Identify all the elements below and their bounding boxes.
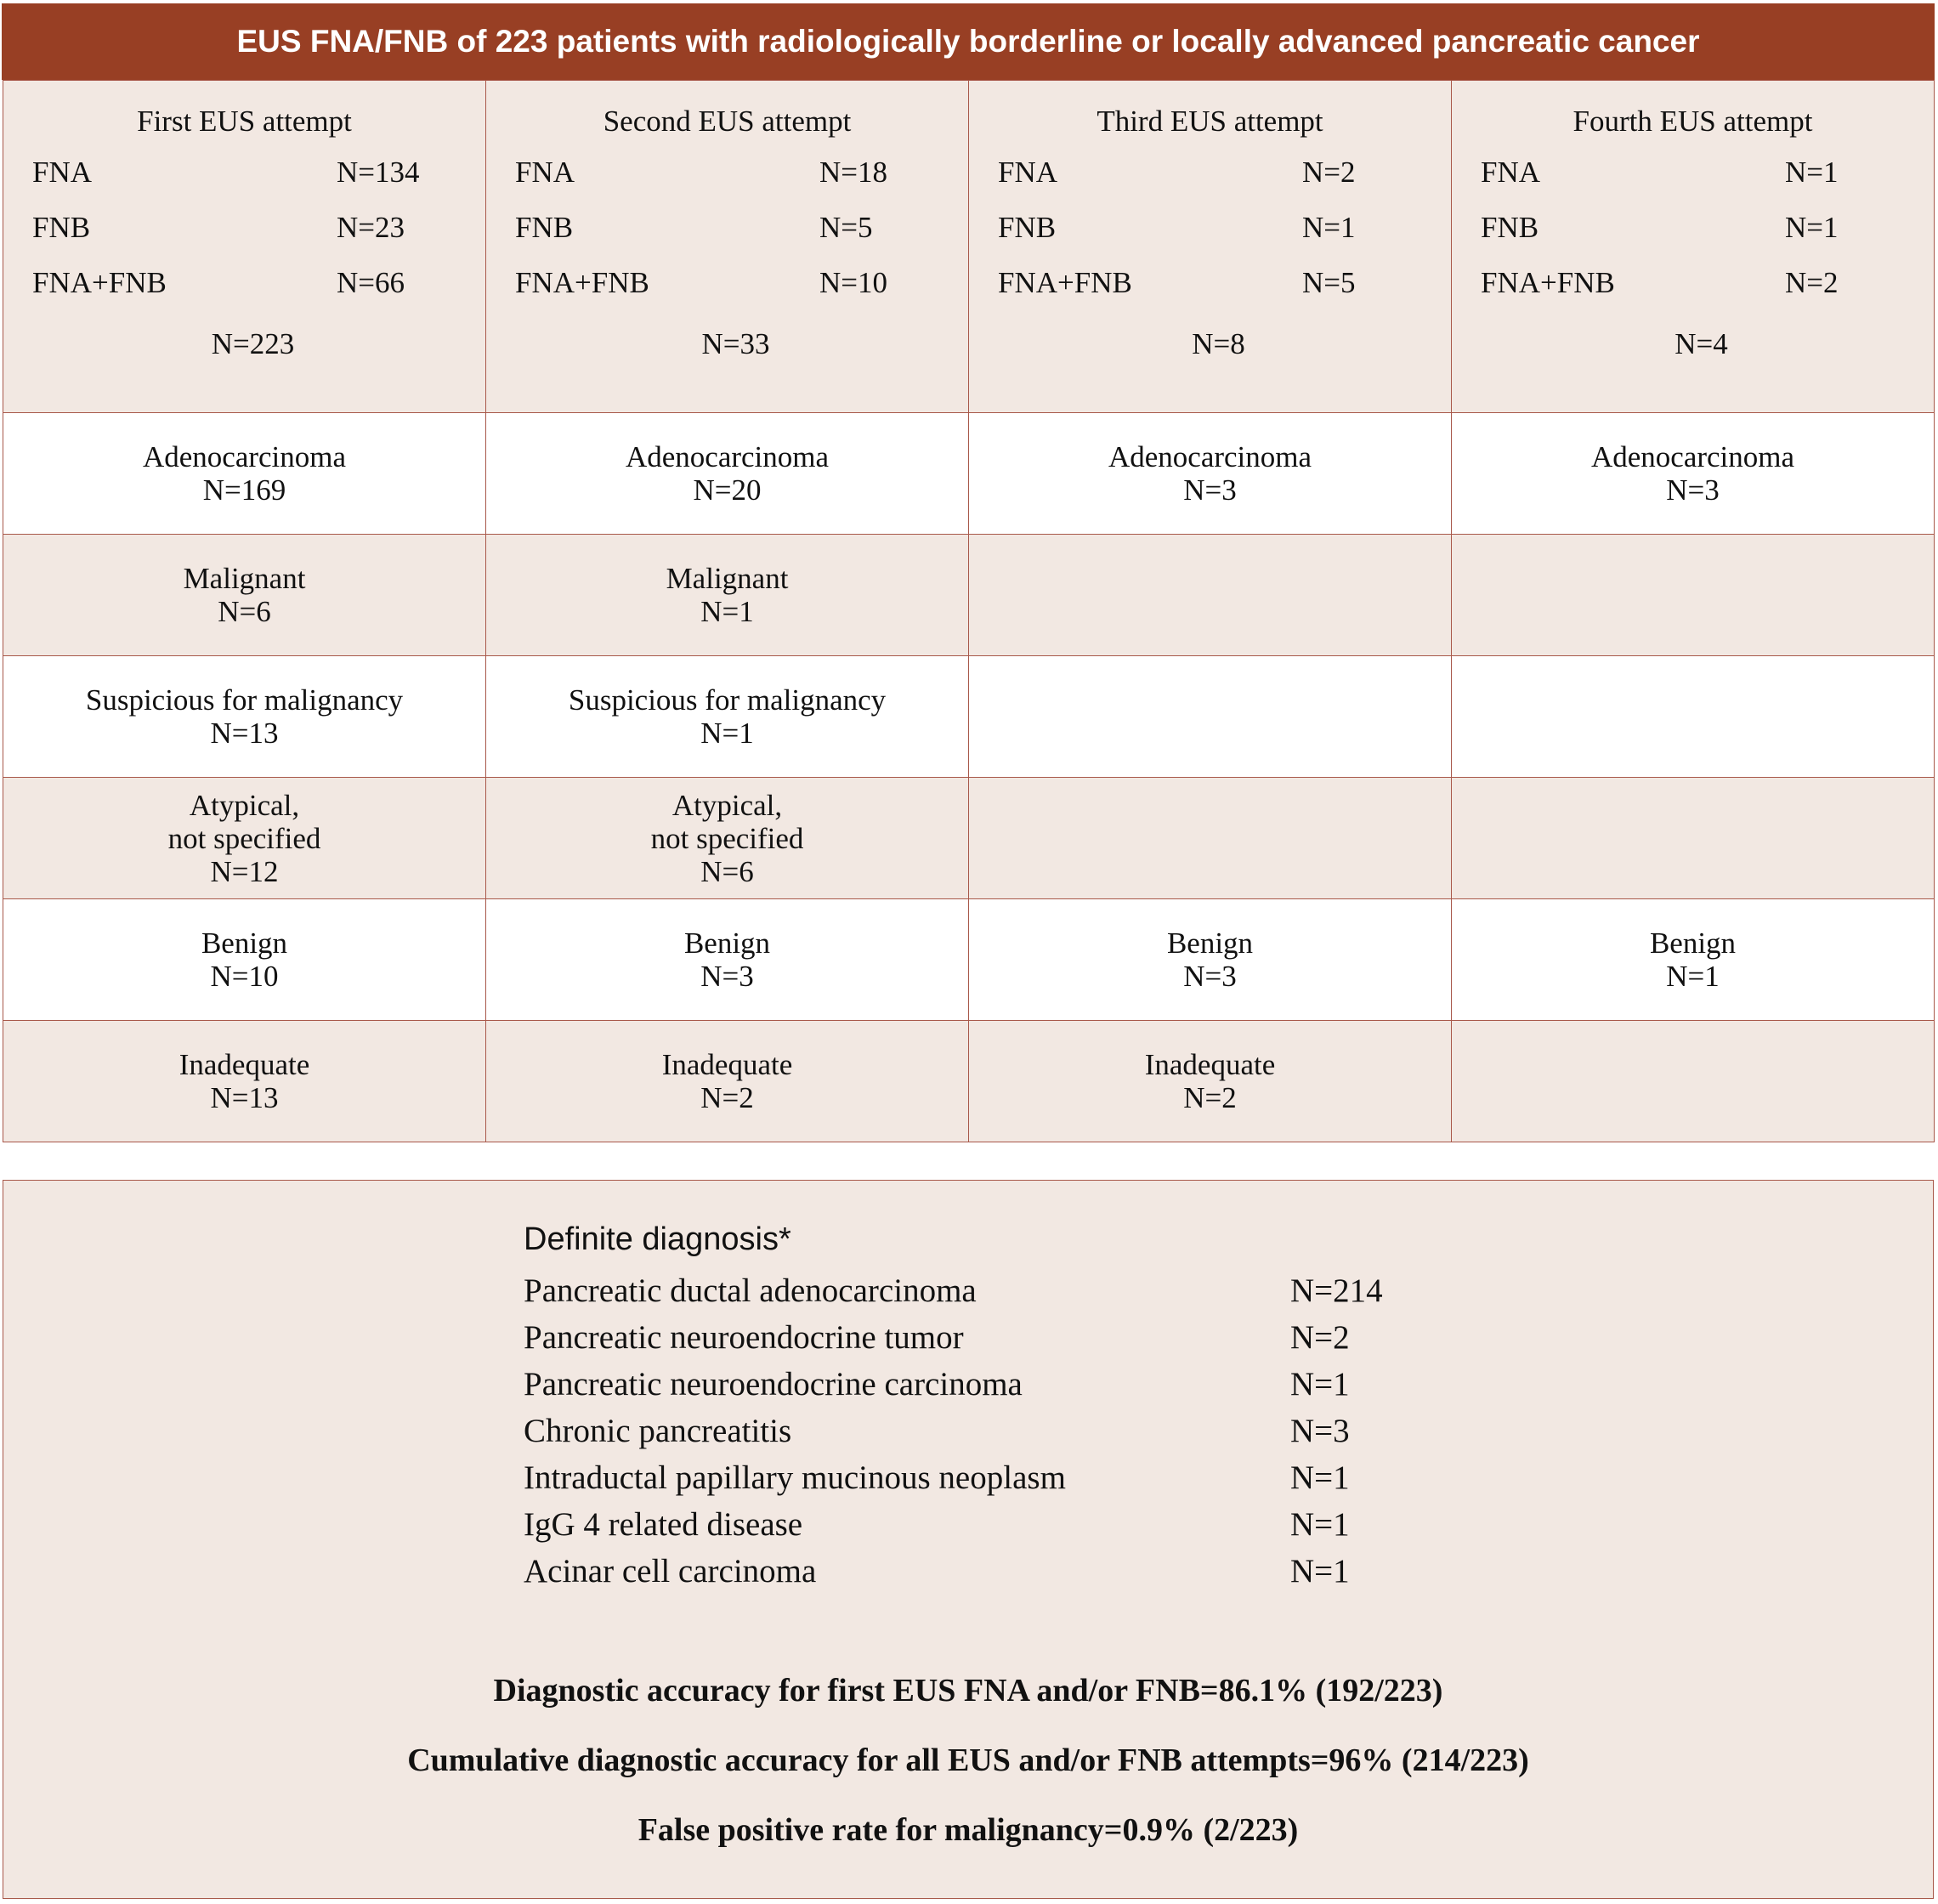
method-count: N=10: [819, 266, 888, 299]
empty-cell: [969, 534, 1452, 655]
method-label: FNB: [998, 211, 1057, 244]
empty-cell: [1452, 777, 1935, 898]
inadequate-cell: [969, 1020, 1452, 1142]
result-label: Adenocarcinoma: [625, 440, 830, 473]
atypical-cell: [3, 777, 486, 898]
method-row: [1452, 144, 1934, 200]
result-label: Benign: [201, 926, 288, 960]
method-label: FNA+FNB: [515, 266, 649, 299]
attempt-name: Third EUS attempt: [1096, 105, 1323, 138]
result-count: N=3: [1666, 473, 1720, 507]
suspicious-cell: [3, 655, 486, 777]
method-label: FNA: [515, 156, 575, 189]
method-count: N=1: [1785, 156, 1839, 189]
method-count: N=1: [1785, 211, 1839, 244]
adenocarcinoma-cell: [3, 412, 486, 534]
method-label: FNA+FNB: [998, 266, 1132, 299]
list-item: [524, 1314, 1383, 1361]
attempt-total: N=8: [1192, 327, 1245, 360]
result-count: N=3: [1183, 960, 1237, 993]
result-label: Malignant: [183, 562, 306, 595]
method-row: [969, 255, 1451, 310]
definite-diagnosis-list: [524, 1267, 1383, 1595]
attempt-total: N=4: [1674, 327, 1728, 360]
benign-cell: [486, 898, 969, 1020]
method-count: N=23: [337, 211, 405, 244]
attempt-3-header: [969, 80, 1452, 412]
false-positive-rate: False positive rate for malignancy=0.9% (2/223): [638, 1812, 1299, 1848]
result-label: Inadequate: [661, 1048, 793, 1081]
result-label: Suspicious for malignancy: [568, 683, 887, 717]
method-row: [1452, 255, 1934, 310]
method-label: FNA+FNB: [32, 266, 167, 299]
result-label: Adenocarcinoma: [1590, 440, 1795, 473]
attempt-4-header: [1452, 80, 1935, 412]
method-label: FNB: [32, 211, 91, 244]
diagnosis-label: Pancreatic ductal adenocarcinoma: [524, 1272, 977, 1309]
method-label: FNA: [1481, 156, 1541, 189]
diagnosis-label: Acinar cell carcinoma: [524, 1553, 817, 1590]
result-count: N=1: [1666, 960, 1720, 993]
method-row: [3, 200, 485, 255]
diagnosis-count: N=1: [1290, 1506, 1350, 1543]
method-row: [3, 144, 485, 200]
inadequate-cell: [486, 1020, 969, 1142]
summary-panel: [3, 1180, 1934, 1899]
method-label: FNA: [32, 156, 93, 189]
list-item: [524, 1361, 1383, 1408]
method-row: [969, 144, 1451, 200]
attempt-total: N=33: [701, 327, 770, 360]
diagnosis-count: N=3: [1290, 1413, 1350, 1449]
diagnosis-count: N=1: [1290, 1553, 1350, 1590]
first-attempt-accuracy: Diagnostic accuracy for first EUS FNA and/or FNB=86.1% (192/223): [493, 1673, 1443, 1708]
diagnosis-count: N=214: [1290, 1272, 1383, 1309]
list-item: [524, 1501, 1383, 1548]
method-count: N=5: [819, 211, 873, 244]
method-label: FNB: [1481, 211, 1539, 244]
result-label: Atypical,: [672, 788, 783, 822]
malignant-cell: [3, 534, 486, 655]
method-row: [969, 200, 1451, 255]
result-count: N=169: [202, 473, 286, 507]
method-label: FNA: [998, 156, 1058, 189]
empty-cell: [969, 777, 1452, 898]
diagnosis-label: Pancreatic neuroendocrine tumor: [524, 1319, 964, 1356]
method-label: FNA+FNB: [1481, 266, 1615, 299]
result-count: N=20: [693, 473, 762, 507]
list-item: [524, 1267, 1383, 1314]
attempt-name: Fourth EUS attempt: [1572, 105, 1813, 138]
empty-cell: [969, 655, 1452, 777]
result-label: Inadequate: [178, 1048, 310, 1081]
result-label: Adenocarcinoma: [1108, 440, 1312, 473]
diagnosis-count: N=1: [1290, 1366, 1350, 1402]
method-count: N=2: [1302, 156, 1356, 189]
adenocarcinoma-cell: [1452, 412, 1935, 534]
figure-title: EUS FNA/FNB of 223 patients with radiologically borderline or locally advanced pancreatic cancer: [2, 3, 1935, 80]
list-item: [524, 1454, 1383, 1501]
result-label-2: not specified: [650, 821, 804, 855]
diagnosis-label: Chronic pancreatitis: [524, 1413, 792, 1449]
result-count: N=2: [700, 1081, 754, 1114]
suspicious-cell: [486, 655, 969, 777]
result-label: Adenocarcinoma: [142, 440, 347, 473]
diagnosis-count: N=2: [1290, 1319, 1350, 1356]
benign-cell: [969, 898, 1452, 1020]
result-count: N=12: [210, 854, 279, 888]
result-label-2: not specified: [167, 821, 321, 855]
attempt-total: N=223: [211, 327, 295, 360]
method-row: [486, 144, 968, 200]
result-label: Benign: [683, 926, 771, 960]
result-count: N=2: [1183, 1081, 1237, 1114]
result-label: Atypical,: [189, 788, 300, 822]
attempt-2-header: [486, 80, 969, 412]
result-label: Suspicious for malignancy: [85, 683, 404, 717]
result-label: Benign: [1649, 926, 1737, 960]
diagnosis-label: IgG 4 related disease: [524, 1506, 803, 1543]
method-count: N=134: [337, 156, 420, 189]
empty-cell: [1452, 534, 1935, 655]
diagnosis-label: Pancreatic neuroendocrine carcinoma: [524, 1366, 1023, 1402]
cumulative-accuracy: Cumulative diagnostic accuracy for all EUS and/or FNB attempts=96% (214/223): [407, 1742, 1529, 1778]
method-count: N=18: [819, 156, 888, 189]
method-count: N=2: [1785, 266, 1839, 299]
method-count: N=66: [337, 266, 405, 299]
empty-cell: [1452, 1020, 1935, 1142]
method-row: [3, 255, 485, 310]
method-count: N=1: [1302, 211, 1356, 244]
benign-cell: [1452, 898, 1935, 1020]
adenocarcinoma-cell: [486, 412, 969, 534]
diagnosis-count: N=1: [1290, 1459, 1350, 1496]
method-row: [486, 200, 968, 255]
result-label: Benign: [1166, 926, 1254, 960]
result-count: N=1: [700, 717, 754, 750]
result-count: N=6: [218, 595, 271, 628]
definite-diagnosis-heading: Definite diagnosis*: [524, 1221, 791, 1257]
result-count: N=6: [700, 854, 754, 888]
diagnosis-label: Intraductal papillary mucinous neoplasm: [524, 1459, 1066, 1496]
malignant-cell: [486, 534, 969, 655]
adenocarcinoma-cell: [969, 412, 1452, 534]
result-label: Malignant: [666, 562, 789, 595]
result-label: Inadequate: [1144, 1048, 1276, 1081]
result-count: N=1: [700, 595, 754, 628]
result-count: N=13: [210, 1081, 279, 1114]
attempt-name: First EUS attempt: [137, 105, 352, 138]
attempt-1-header: [3, 80, 486, 412]
empty-cell: [1452, 655, 1935, 777]
method-row: [1452, 200, 1934, 255]
result-count: N=3: [700, 960, 754, 993]
inadequate-cell: [3, 1020, 486, 1142]
list-item: [524, 1548, 1383, 1595]
result-count: N=10: [210, 960, 279, 993]
results-table: [3, 80, 1935, 1142]
result-count: N=3: [1183, 473, 1237, 507]
attempt-name: Second EUS attempt: [603, 105, 852, 138]
list-item: [524, 1408, 1383, 1454]
atypical-cell: [486, 777, 969, 898]
result-count: N=13: [210, 717, 279, 750]
method-label: FNB: [515, 211, 574, 244]
benign-cell: [3, 898, 486, 1020]
method-row: [486, 255, 968, 310]
method-count: N=5: [1302, 266, 1356, 299]
